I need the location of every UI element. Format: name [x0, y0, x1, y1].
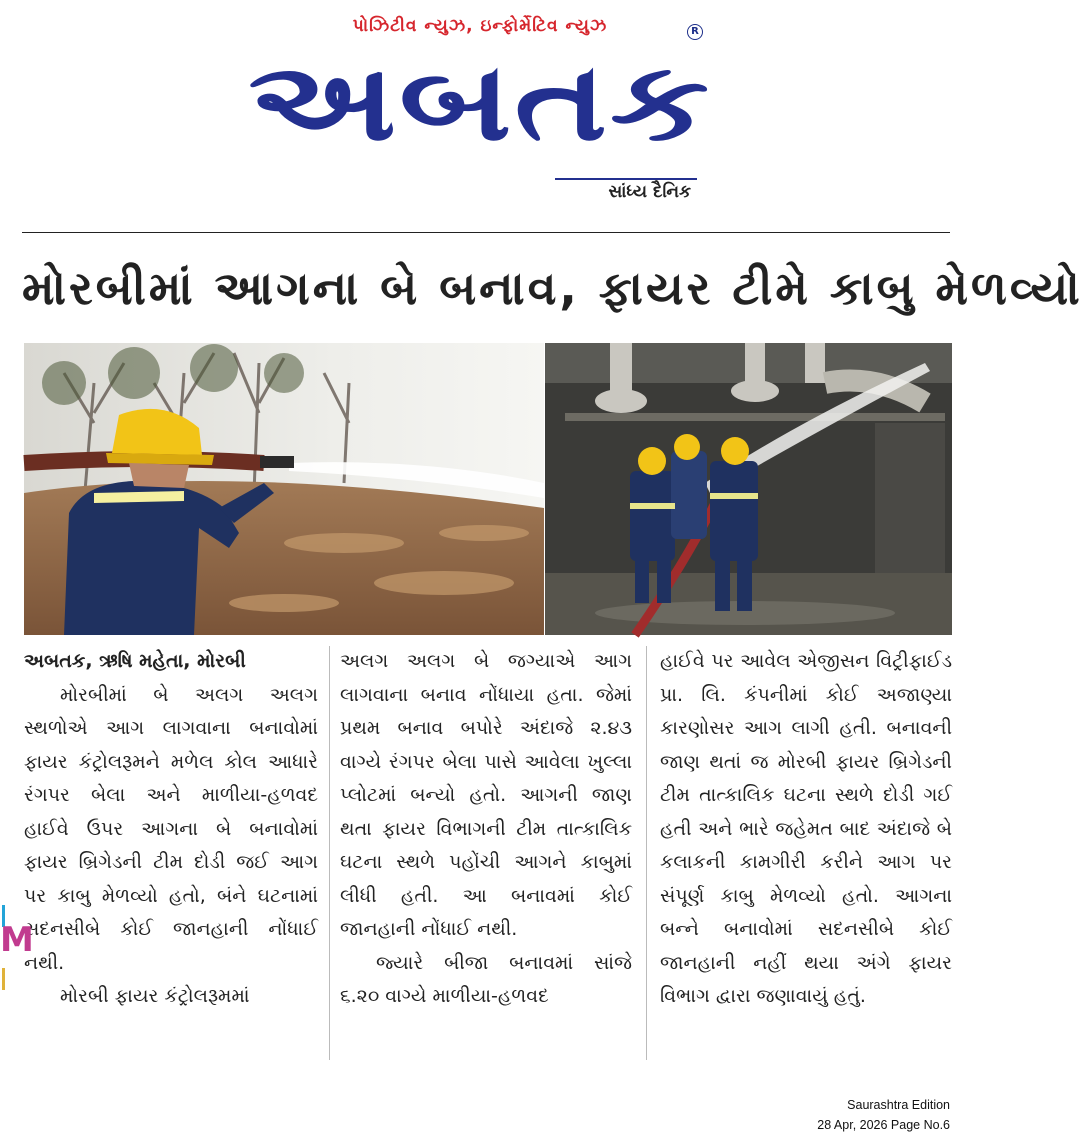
headline: મોરબીમાં આગના બે બનાવ, ફાયર ટીમે કાબુ મેળવ્યો	[22, 261, 1083, 315]
article-paragraph: મોરબીમાં બે અલગ અલગ સ્થળોએ આગ લાગવાના બનાવોમાં ફાયર કંટ્રોલરૂમને મળેલ કોલ આધારે રંગપર બેલા અને માળીયા-હળવદ હાઈવે ઉપર આગના બે બનાવોમાં ફાયર બ્રિગેડની ટીમ દોડી જઈ આગ પર કાબુ મેળવ્યો હતો, બંને ઘટનામાં સદનસીબે કોઈ જાનહાની નોંધાઈ નથી.	[24, 683, 318, 974]
edge-fragment-bar	[2, 968, 5, 990]
headline-divider	[22, 232, 950, 233]
article-paragraph: મોરબી ફાયર કંટ્રોલરૂમમાં	[60, 985, 250, 1007]
article-paragraph: અલગ અલગ બે જગ્યાએ આગ લાગવાના બનાવ નોંધાયા હતા. જેમાં પ્રથમ બનાવ બપોરે અંદાજે ૨.૪૩ વાગ્યે રંગપર બેલા પાસે આવેલા ખુલ્લા પ્લોટમાં બન્યો હતો. આગની જાણ થતા ફાયર વિભાગની ટીમ તાત્કાલિક ઘટના સ્થળે પહોંચી આગને કાબુમાં લીધી હતી. આ બનાવમાં કોઈ જાનહાની નોંધાઈ નથી.	[340, 650, 632, 940]
tagline: પોઝિટીવ ન્યુઝ, ઇન્ફોર્મેટિવ ન્યુઝ	[352, 16, 608, 36]
photo-firefighter-forest	[24, 343, 544, 635]
photo-firefighters-factory	[545, 343, 952, 635]
logo-underline	[555, 178, 697, 180]
edition-name: Saurashtra Edition	[847, 1098, 950, 1112]
article-column-2	[340, 645, 632, 1065]
edition-type: સાંધ્ય દૈનિક	[608, 182, 691, 202]
newspaper-logo: અબતક	[248, 40, 712, 165]
masthead	[248, 14, 712, 204]
article-paragraph: જ્યારે બીજા બનાવમાં સાંજે ૬.૨૦ વાગ્યે માળીયા-હળવદ	[340, 951, 632, 1007]
page-footer	[817, 1095, 950, 1135]
edge-fragment-letter: M	[0, 920, 34, 960]
column-divider	[329, 646, 330, 1060]
article-paragraph: હાઈવે પર આવેલ એજીસન વિટ્રીફાઈડ પ્રા. લિ. કંપનીમાં કોઈ અજાણ્યા કારણોસર આગ લાગી હતી. બનાવની જાણ થતાં જ મોરબી ફાયર બ્રિગેડની ટીમ તાત્કાલિક ઘટના સ્થળે દોડી ગઈ હતી અને ભારે જહેમત બાદ અંદાજે બે કલાકની કામગીરી કરીને આગ પર સંપૂર્ણ કાબુ મેળવ્યો હતો. આગના બન્ને બનાવોમાં સદનસીબે કોઈ જાનહાની નહીં થયા અંગે ફાયર વિભાગ દ્વારા જણાવાયું હતું.	[660, 650, 952, 1007]
registered-mark-icon: R	[687, 24, 703, 40]
article-byline: અબતક, ઋષિ મહેતા, મોરબી	[24, 650, 246, 672]
article-column-3	[660, 645, 952, 1065]
column-divider	[646, 646, 647, 1060]
article-column-1	[24, 645, 318, 1065]
date-page-number: 28 Apr, 2026 Page No.6	[817, 1118, 950, 1132]
